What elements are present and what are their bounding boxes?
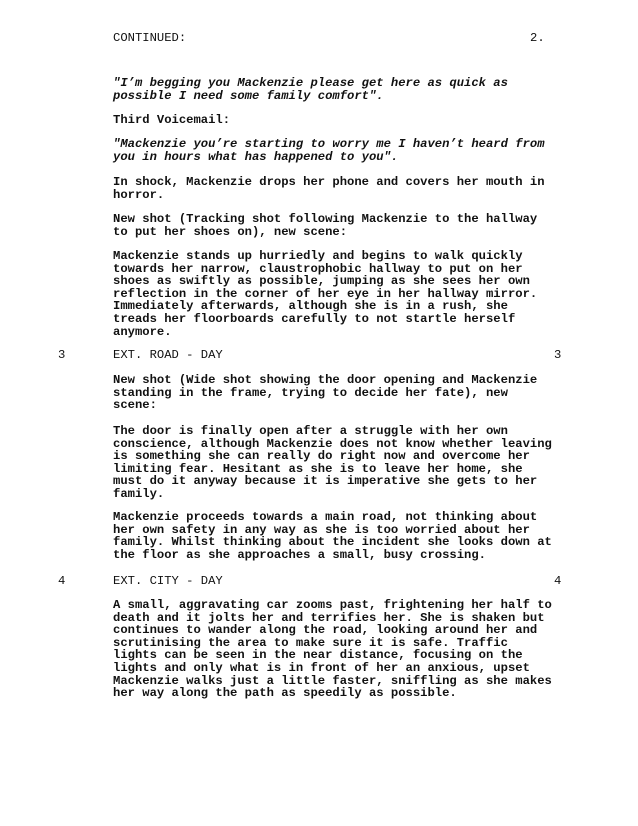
page-number: 2. bbox=[530, 31, 545, 45]
action-block: A small, aggravating car zooms past, frightening her half to death and it jolts her and terrifies her. She is shaken but continues to wander along the road, looking around her and scrutinising the area to make sure it is safe. Traffic lights can be seen in the near distance, focusing on the lights and only what is in front of her an anxious, upset Mackenzie walks just a little faster, sniffling as she makes her way along the path as speedily as possible. bbox=[113, 598, 552, 701]
action-block: Mackenzie stands up hurriedly and begins to walk quickly towards her narrow, claustrophobic hallway to put on her shoes as swiftly as possible, jumping as she sees her own reflection in the corner of her eye in her hallway mirror. Immediately afterwards, although she is in a rush, she treads her floorboards carefully to not startle herself anymore. bbox=[113, 249, 538, 339]
dialogue-block: "Mackenzie you’re starting to worry me I haven’t heard from you in hours what has happened to you". bbox=[113, 137, 545, 164]
scene-number-left: 3 bbox=[58, 348, 66, 362]
scene-number-left: 4 bbox=[58, 574, 66, 588]
action-block: The door is finally open after a struggle with her own conscience, although Mackenzie does not know whether leaving is something she can really do right now and overcome her limiting fear. Hesitant as she is to leave her home, she must do it anyway because it is imperative she gets to her family. bbox=[113, 424, 552, 501]
action-block: In shock, Mackenzie drops her phone and covers her mouth in horror. bbox=[113, 175, 545, 202]
scene-heading: EXT. ROAD - DAY bbox=[113, 348, 223, 362]
action-block: Third Voicemail: bbox=[113, 113, 231, 127]
continued-label: CONTINUED: bbox=[113, 31, 187, 45]
dialogue-block: "I’m begging you Mackenzie please get here as quick as possible I need some family comfort". bbox=[113, 76, 508, 103]
scene-number-right: 3 bbox=[554, 348, 562, 362]
scene-heading: EXT. CITY - DAY bbox=[113, 574, 223, 588]
action-block: New shot (Tracking shot following Mackenzie to the hallway to put her shoes on), new scene: bbox=[113, 212, 538, 239]
action-block: New shot (Wide shot showing the door opening and Mackenzie standing in the frame, trying to decide her fate), new scene: bbox=[113, 373, 538, 413]
action-block: Mackenzie proceeds towards a main road, not thinking about her own safety in any way as she is too worried about her family. Whilst thinking about the incident she looks down at the floor as she approaches a small, busy crossing. bbox=[113, 510, 552, 562]
scene-number-right: 4 bbox=[554, 574, 562, 588]
